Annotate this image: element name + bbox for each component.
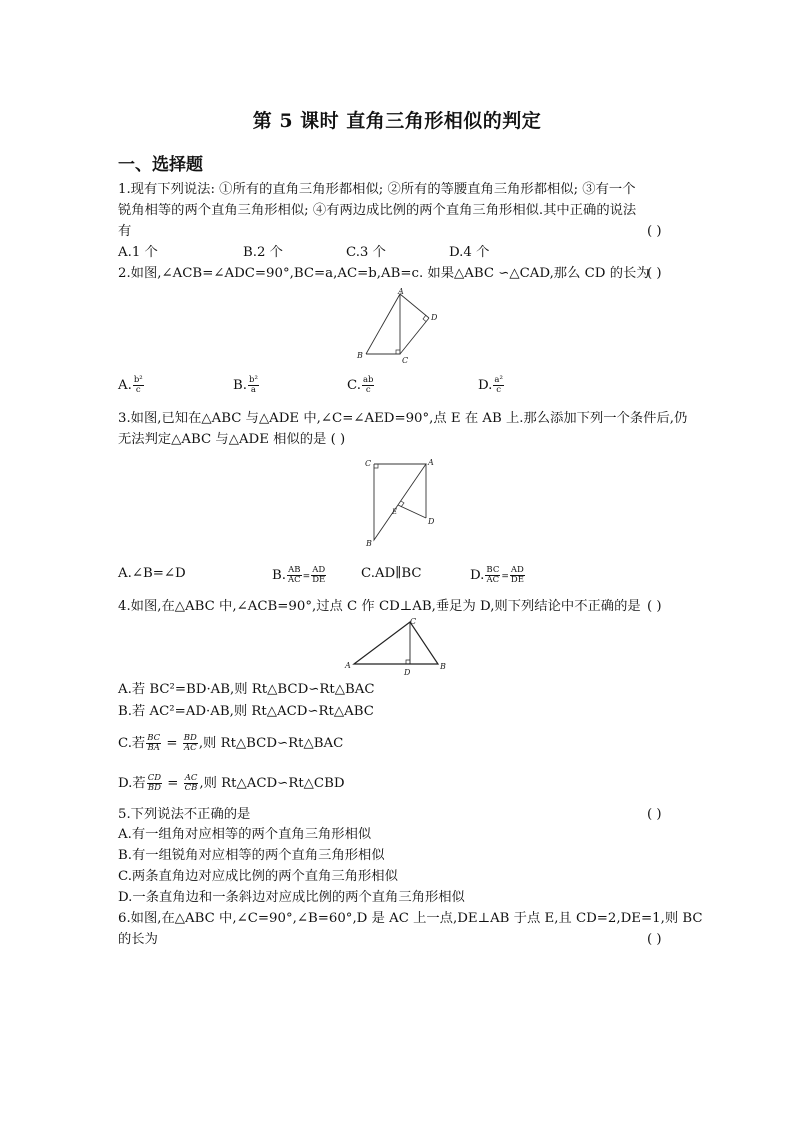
page-title: 第 5 课时 直角三角形相似的判定 — [252, 110, 542, 132]
q3-figure — [362, 454, 442, 550]
q1-option-d: D.4 个 — [449, 245, 490, 260]
q2-label-b: B — [357, 351, 363, 360]
q4-label-a: A — [345, 661, 351, 670]
q2-option-c: C. $\frac{ab}{c}$ — [347, 375, 374, 395]
q1-line1: 1.现有下列说法: ①所有的直角三角形都相似; ②所有的等腰直角三角形都相似; ③有一个 — [118, 182, 636, 197]
q4-answer-paren: ( ) — [647, 599, 662, 614]
q4-figure — [342, 616, 454, 678]
q1-line3: 有 — [118, 224, 132, 239]
q3-label-b: B — [366, 539, 372, 548]
q3-right-angle-e — [401, 501, 404, 507]
q2-triangle-abc — [366, 294, 400, 354]
q4-option-a: A.若 BC²=BD·AB,则 Rt△BCD∽Rt△BAC — [118, 682, 375, 697]
q3-label-e: E — [392, 508, 398, 516]
q2-label-c: C — [402, 356, 409, 365]
q1-answer-paren: ( ) — [647, 224, 662, 239]
q2-label-d: D — [431, 313, 438, 322]
q4-option-d: D.若 $\frac{CD}{BD}$ = $\frac{AC}{CB}$ ,则 Rt△ACD∽Rt△CBD — [118, 773, 345, 793]
q3-option-b: B. $\frac{AB}{AC}$ = $\frac{AD}{DE}$ — [272, 565, 326, 585]
q3-label-a: A — [428, 458, 434, 467]
q6-line2: 的长为 — [118, 932, 158, 947]
q5-option-d: D.一条直角边和一条斜边对应成比例的两个直角三角形相似 — [118, 890, 465, 905]
q4-label-c: C — [410, 617, 417, 626]
q4-label-b: B — [440, 662, 446, 671]
q3-label-c: C — [365, 459, 372, 468]
q3-option-a: A.∠B=∠D — [118, 566, 186, 581]
q2-right-angle-d — [423, 315, 426, 322]
q2-line1: 2.如图,∠ACB=∠ADC=90°,BC=a,AC=b,AB=c. 如果△ABC ∽△CAD,那么 CD 的长为 — [118, 266, 650, 281]
q4-option-c: C.若 $\frac{BC}{BA}$ = $\frac{BD}{AC}$ ,则 Rt△BCD∽Rt△BAC — [118, 733, 344, 753]
q3-option-c: C.AD∥BC — [361, 566, 422, 581]
q2-line-ac — [400, 318, 429, 354]
section-heading: 一、选择题 — [118, 155, 203, 175]
q4-option-b: B.若 AC²=AD·AB,则 Rt△ACD∽Rt△ABC — [118, 704, 374, 719]
q4-label-d: D — [404, 668, 411, 677]
q4-line1: 4.如图,在△ABC 中,∠ACB=90°,过点 C 作 CD⊥AB,垂足为 D,则下列结论中不正确的是 — [118, 599, 641, 614]
q2-option-b: B. $\frac{\text{b²}}{a}$ — [233, 375, 258, 395]
q2-right-angle-c — [396, 350, 400, 354]
q2-figure — [352, 286, 442, 366]
q2-option-d: D. $\frac{\text{a²}}{c}$ — [478, 375, 503, 395]
q6-answer-paren: ( ) — [647, 932, 662, 947]
q1-option-c: C.3 个 — [346, 245, 386, 260]
q5-option-a: A.有一组角对应相等的两个直角三角形相似 — [118, 827, 372, 842]
q2-line-ad — [400, 294, 429, 318]
q5-line1: 5.下列说法不正确的是 — [118, 807, 251, 822]
q3-triangle-abc — [374, 464, 426, 540]
q1-option-a: A.1 个 — [118, 245, 158, 260]
q3-option-d: D. $\frac{BC}{AC}$ = $\frac{AD}{DE}$ — [470, 565, 524, 585]
q3-line2: 无法判定△ABC 与△ADE 相似的是 ( ) — [118, 432, 346, 447]
q3-line1: 3.如图,已知在△ABC 与△ADE 中,∠C=∠AED=90°,点 E 在 AB 上.那么添加下列一个条件后,仍 — [118, 411, 688, 426]
q4-triangle-abc — [354, 622, 438, 664]
q3-line-ed — [398, 505, 426, 518]
q3-right-angle-c — [374, 464, 378, 468]
q6-line1: 6.如图,在△ABC 中,∠C=90°,∠B=60°,D 是 AC 上一点,DE⊥AB 于点 E,且 CD=2,DE=1,则 BC — [118, 911, 703, 926]
q5-option-c: C.两条直角边对应成比例的两个直角三角形相似 — [118, 869, 398, 884]
q1-line2: 锐角相等的两个直角三角形相似; ④有两边成比例的两个直角三角形相似.其中正确的说法 — [118, 203, 637, 218]
q1-option-b: B.2 个 — [243, 245, 283, 260]
q3-label-d: D — [428, 517, 435, 526]
q5-answer-paren: ( ) — [647, 807, 662, 822]
q2-label-a: A — [398, 287, 404, 296]
q2-answer-paren: ( ) — [647, 266, 662, 281]
q2-option-a: A. $\frac{\text{b²}}{c}$ — [118, 375, 143, 395]
q5-option-b: B.有一组锐角对应相等的两个直角三角形相似 — [118, 848, 385, 863]
